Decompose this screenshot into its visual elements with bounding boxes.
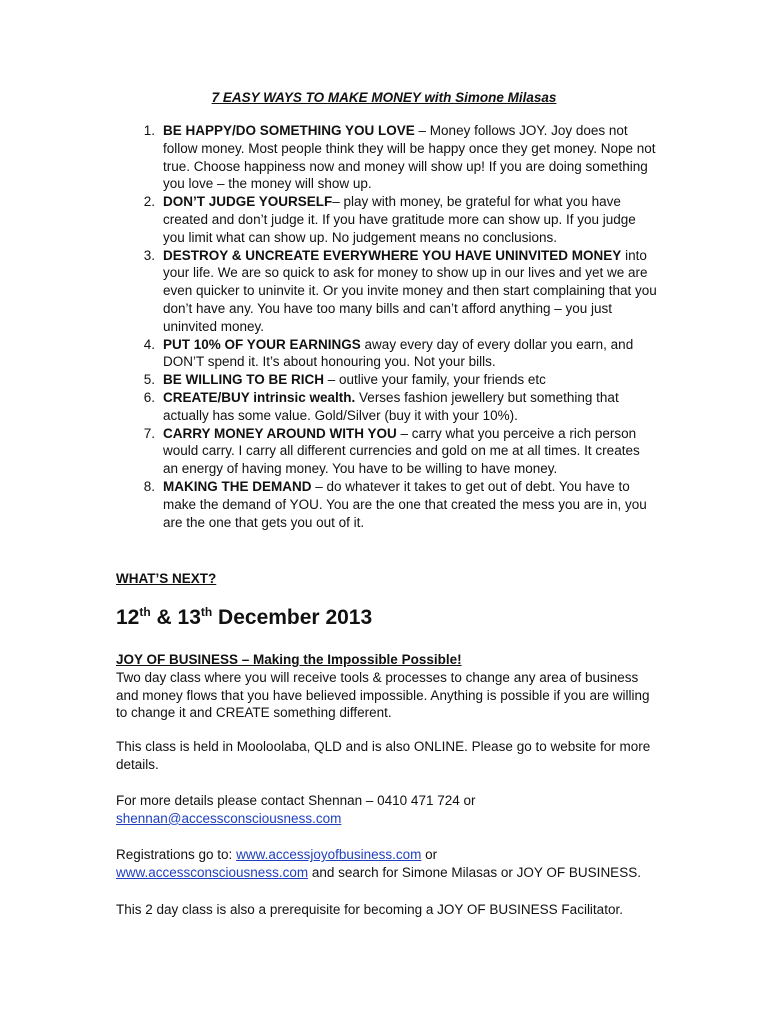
registration-or: or <box>421 847 438 862</box>
list-number: 2. <box>143 194 155 210</box>
joy-of-business-description: Two day class where you will receive tools & processes to change any area of business and money flows that you have believed impossible. Anything is possible if you are willing to change it and CREATE something different. <box>116 669 650 721</box>
whats-next-heading: WHAT’S NEXT? <box>116 571 217 586</box>
list-item-body: – do whatever it takes to get out of debt. You have to make the demand of YOU. You are the one that created the mess you are in, you are the one that gets you out of it. <box>163 478 647 530</box>
list-item-body: – outlive your family, your friends etc <box>324 372 546 388</box>
list-item-heading: DESTROY & UNCREATE EVERYWHERE YOU HAVE UNINVITED MONEY <box>163 247 622 263</box>
joy-of-business-website-link[interactable]: www.accessjoyofbusiness.com <box>236 847 422 862</box>
list-number: 1. <box>143 123 155 138</box>
list-number: 6. <box>143 389 155 405</box>
list-item <box>137 389 657 425</box>
list-item <box>137 336 657 372</box>
prerequisite-note: This 2 day class is also a prerequisite for becoming a JOY OF BUSINESS Facilitator. <box>116 902 623 917</box>
list-item-body: into your life. We are so quick to ask for money to show up in our lives and yet we are even quicker to uninvite it. Or you invite money and then start complaining that you don’t have any. You have too many bills and can’t afford anything – you just uninvited money. <box>163 247 657 334</box>
list-number: 3. <box>143 247 155 263</box>
joy-of-business-title: JOY OF BUSINESS – Making the Impossible Possible! <box>116 652 462 667</box>
contact-email-link[interactable]: shennan@accessconsciousness.com <box>116 810 342 826</box>
list-item-heading: CARRY MONEY AROUND WITH YOU <box>163 425 397 441</box>
list-item-heading: DON’T JUDGE YOURSELF <box>163 194 333 210</box>
joy-of-business-section <box>116 651 656 722</box>
registration-prefix: Registrations go to: <box>116 847 237 862</box>
list-item-heading: MAKING THE DEMAND <box>163 478 312 494</box>
list-item <box>137 247 657 336</box>
class-location-text: This class is held in Mooloolaba, QLD and is also ONLINE. Please go to website for more details. <box>116 739 651 772</box>
registration-section <box>116 846 656 882</box>
contact-text: For more details please contact Shennan – 0410 471 724 or <box>116 793 476 808</box>
access-consciousness-website-link[interactable]: www.accessconsciousness.com <box>116 864 309 880</box>
list-number: 5. <box>143 372 155 388</box>
list-item-body: – play with money, be grateful for what you have created and don’t judge it. If you have gratitude more can show up. If you judge you limit what can show up. No judgement means no conclusions. <box>163 194 636 245</box>
list-item-heading: BE HAPPY/DO SOMETHING YOU LOVE <box>163 123 415 138</box>
date-month-year: December 2013 <box>212 606 373 629</box>
money-tips-list <box>137 122 657 531</box>
list-number: 7. <box>143 425 155 441</box>
list-item <box>137 193 657 246</box>
event-date <box>116 604 656 632</box>
date-suffix-1: th <box>139 605 151 619</box>
date-day-1: 12 <box>116 606 140 629</box>
registration-suffix: and search for Simone Milasas or JOY OF BUSINESS. <box>308 864 641 880</box>
list-item-heading: PUT 10% OF YOUR EARNINGS <box>163 336 361 352</box>
list-item-body: away every day of every dollar you earn, and DON’T spend it. It’s about honouring you. Not your bills. <box>163 336 634 370</box>
list-item-heading: CREATE/BUY intrinsic wealth. <box>163 389 356 405</box>
list-number: 8. <box>143 478 155 494</box>
date-day-2: 13 <box>177 606 201 629</box>
date-ampersand: & <box>150 606 178 629</box>
list-number: 4. <box>143 336 155 352</box>
contact-section <box>116 792 656 828</box>
date-suffix-2: th <box>200 605 213 619</box>
list-item-heading: BE WILLING TO BE RICH <box>163 372 324 388</box>
list-item-body: – carry what you perceive a rich person would carry. I carry all different currencies and gold on me at all times. It creates an energy of having money. You have to be willing to have money. <box>163 425 640 477</box>
list-item <box>137 478 657 531</box>
list-item <box>137 425 657 478</box>
list-item-body: – Money follows JOY. Joy does not follow money. Most people think they will be happy once they get money. Nope not true. Choose happiness now and money will show up! If you are doing something you love – the money will show up. <box>163 123 656 192</box>
list-item <box>137 122 657 193</box>
list-item <box>137 371 657 389</box>
list-item-body: Verses fashion jewellery but something that actually has some value. Gold/Silver (buy it with your 10%). <box>163 389 619 423</box>
document-title: 7 EASY WAYS TO MAKE MONEY with Simone Milasas <box>211 90 557 105</box>
